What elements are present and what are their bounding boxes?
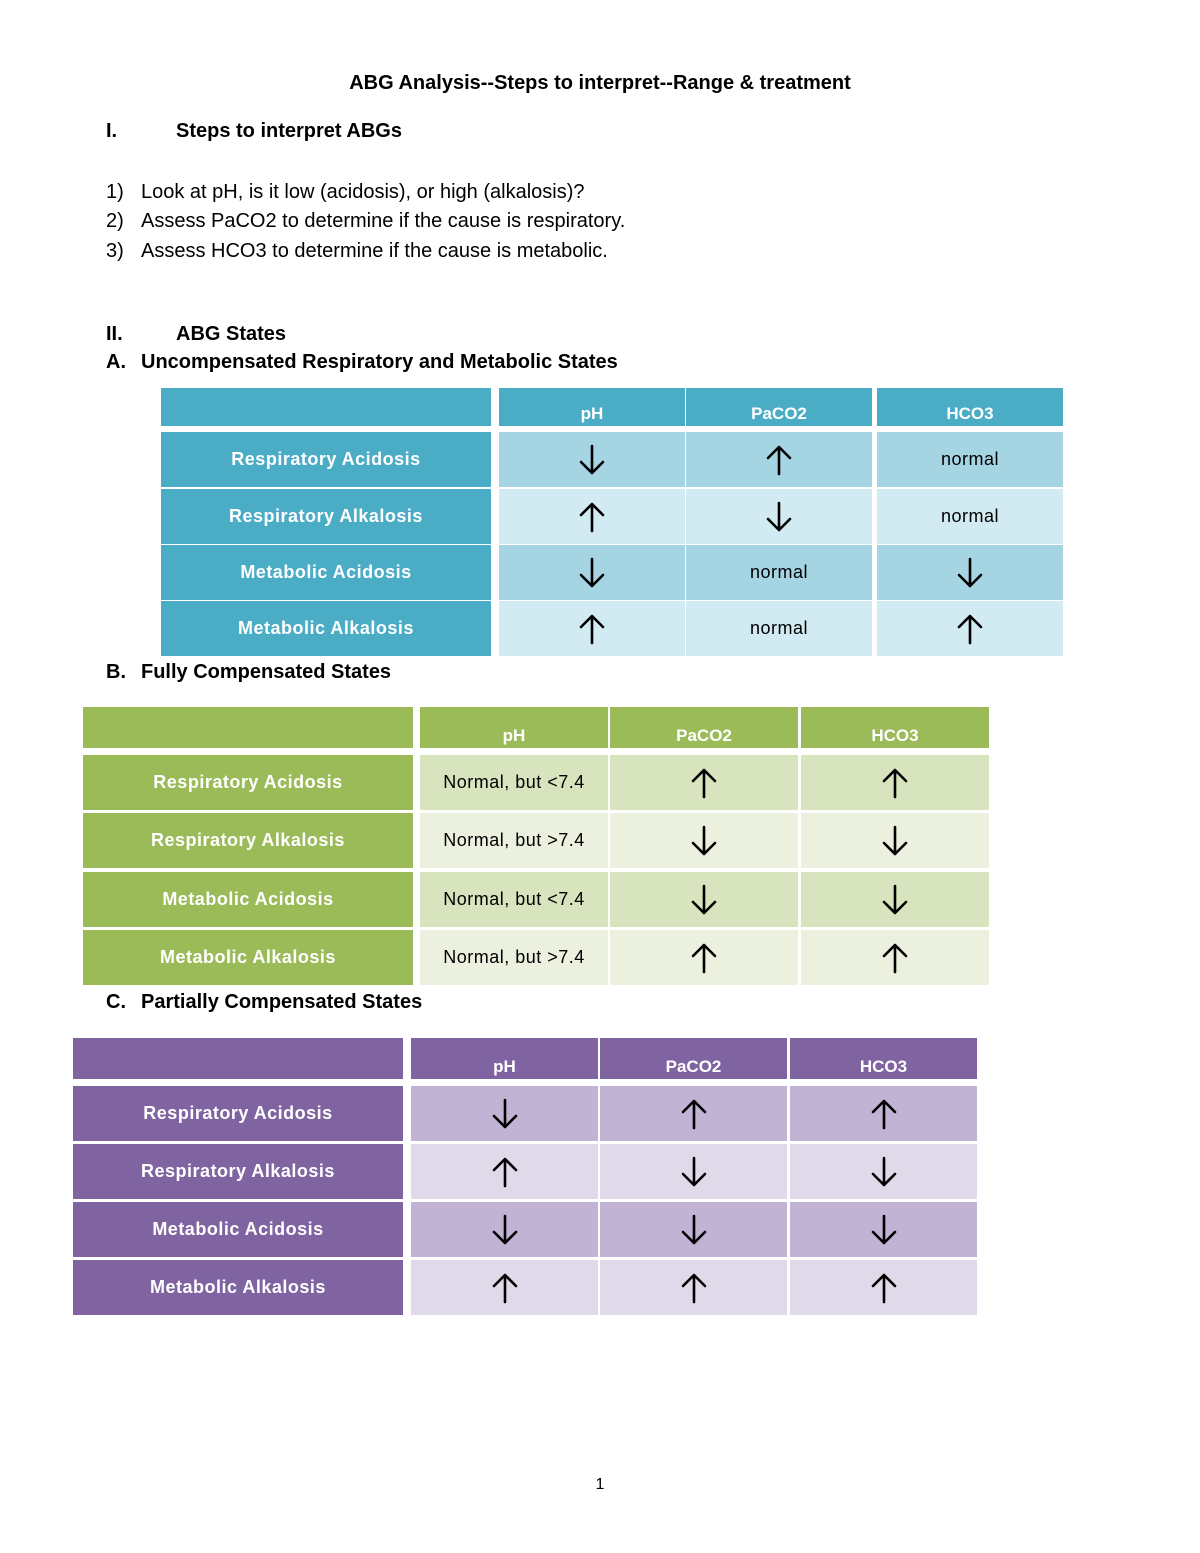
table-cell-down-arrow (801, 872, 989, 927)
table-cell-down-arrow (610, 813, 798, 868)
arrow-down-icon (578, 444, 606, 476)
subsection-letter: C. (106, 991, 126, 1013)
arrow-down-icon (680, 1214, 708, 1246)
arrow-down-icon (680, 1156, 708, 1188)
table-header-cell: pH (420, 707, 608, 748)
table-row-label: Metabolic Acidosis (83, 872, 413, 927)
step-number: 3) (106, 240, 124, 262)
arrow-down-icon (870, 1214, 898, 1246)
arrow-up-icon (680, 1272, 708, 1304)
subsection-label: Partially Compensated States (141, 991, 423, 1013)
page-number: 1 (595, 1476, 605, 1493)
arrow-up-icon (870, 1098, 898, 1130)
table-cell-up-arrow (790, 1260, 977, 1315)
table-cell-up-arrow (790, 1086, 977, 1141)
subsection-label: Uncompensated Respiratory and Metabolic States (141, 351, 618, 373)
arrow-down-icon (870, 1156, 898, 1188)
table-cell-value: Normal, but >7.4 (420, 930, 608, 985)
step-item (106, 210, 625, 233)
arrow-down-icon (690, 825, 718, 857)
arrow-down-icon (578, 557, 606, 589)
arrow-down-icon (881, 884, 909, 916)
table-cell-up-arrow (600, 1260, 787, 1315)
table-cell-down-arrow (600, 1202, 787, 1257)
arrow-down-icon (765, 501, 793, 533)
section-number: I. (106, 120, 118, 142)
subsection-letter: B. (106, 661, 126, 683)
table-cell-down-arrow (686, 489, 872, 544)
table-row-label: Respiratory Alkalosis (73, 1144, 403, 1199)
arrow-up-icon (765, 444, 793, 476)
table-cell-up-arrow (411, 1144, 598, 1199)
table-row-label: Respiratory Acidosis (161, 432, 491, 487)
subsection-label: Fully Compensated States (141, 661, 392, 683)
step-text: Assess PaCO2 to determine if the cause is respiratory. (141, 210, 626, 232)
arrow-up-icon (881, 942, 909, 974)
table-cell-down-arrow (600, 1144, 787, 1199)
table-cell-down-arrow (801, 813, 989, 868)
table-row-label: Metabolic Alkalosis (161, 601, 491, 656)
table-row-label: Metabolic Alkalosis (83, 930, 413, 985)
table-cell-down-arrow (411, 1202, 598, 1257)
section-label: ABG States (176, 323, 287, 345)
table-cell-up-arrow (610, 930, 798, 985)
step-number: 2) (106, 210, 124, 232)
subsection-heading-a (106, 351, 618, 374)
table-cell-value: normal (877, 432, 1063, 487)
arrow-up-icon (491, 1156, 519, 1188)
arrow-up-icon (870, 1272, 898, 1304)
arrow-down-icon (491, 1214, 519, 1246)
table-header-cell: PaCO2 (610, 707, 798, 748)
subsection-heading-b (106, 661, 391, 684)
table-header-cell: HCO3 (801, 707, 989, 748)
table-cell-up-arrow (610, 755, 798, 810)
table-row-label: Respiratory Acidosis (73, 1086, 403, 1141)
table-cell-value: Normal, but >7.4 (420, 813, 608, 868)
arrow-up-icon (680, 1098, 708, 1130)
table-cell-down-arrow (790, 1144, 977, 1199)
table-cell-up-arrow (499, 601, 685, 656)
table-header-cell: HCO3 (790, 1038, 977, 1079)
table-header-cell: pH (499, 388, 685, 426)
table-header-cell: PaCO2 (686, 388, 872, 426)
table-header-corner (161, 388, 491, 426)
table-cell-up-arrow (801, 930, 989, 985)
table-cell-value: Normal, but <7.4 (420, 755, 608, 810)
table-cell-down-arrow (499, 545, 685, 600)
step-item (106, 240, 608, 263)
arrow-down-icon (881, 825, 909, 857)
step-text: Assess HCO3 to determine if the cause is metabolic. (141, 240, 608, 262)
table-cell-up-arrow (686, 432, 872, 487)
table-header-corner (83, 707, 413, 748)
table-cell-value: normal (877, 489, 1063, 544)
step-text: Look at pH, is it low (acidosis), or high (alkalosis)? (141, 181, 585, 203)
table-cell-value: normal (686, 545, 872, 600)
arrow-up-icon (578, 501, 606, 533)
subsection-letter: A. (106, 351, 126, 373)
step-item (106, 181, 585, 204)
table-row-label: Respiratory Acidosis (83, 755, 413, 810)
arrow-up-icon (881, 767, 909, 799)
arrow-up-icon (491, 1272, 519, 1304)
section-label: Steps to interpret ABGs (176, 120, 402, 142)
table-cell-down-arrow (411, 1086, 598, 1141)
table-cell-down-arrow (877, 545, 1063, 600)
page-title: ABG Analysis--Steps to interpret--Range & treatment (349, 72, 851, 94)
arrow-down-icon (956, 557, 984, 589)
arrow-up-icon (690, 942, 718, 974)
table-row-label: Metabolic Acidosis (73, 1202, 403, 1257)
arrow-up-icon (956, 613, 984, 645)
table-cell-down-arrow (499, 432, 685, 487)
table-cell-down-arrow (790, 1202, 977, 1257)
arrow-up-icon (578, 613, 606, 645)
table-cell-up-arrow (600, 1086, 787, 1141)
subsection-heading-c (106, 991, 422, 1014)
table-header-cell: PaCO2 (600, 1038, 787, 1079)
table-header-cell: HCO3 (877, 388, 1063, 426)
table-row-label: Metabolic Acidosis (161, 545, 491, 600)
arrow-down-icon (690, 884, 718, 916)
table-cell-value: normal (686, 601, 872, 656)
table-row-label: Respiratory Alkalosis (161, 489, 491, 544)
step-number: 1) (106, 181, 124, 203)
table-row-label: Metabolic Alkalosis (73, 1260, 403, 1315)
arrow-up-icon (690, 767, 718, 799)
table-header-corner (73, 1038, 403, 1079)
section-number: II. (106, 323, 123, 345)
arrow-down-icon (491, 1098, 519, 1130)
table-cell-up-arrow (411, 1260, 598, 1315)
table-row-label: Respiratory Alkalosis (83, 813, 413, 868)
table-cell-up-arrow (801, 755, 989, 810)
table-cell-up-arrow (877, 601, 1063, 656)
table-cell-up-arrow (499, 489, 685, 544)
table-cell-value: Normal, but <7.4 (420, 872, 608, 927)
table-header-cell: pH (411, 1038, 598, 1079)
table-cell-down-arrow (610, 872, 798, 927)
